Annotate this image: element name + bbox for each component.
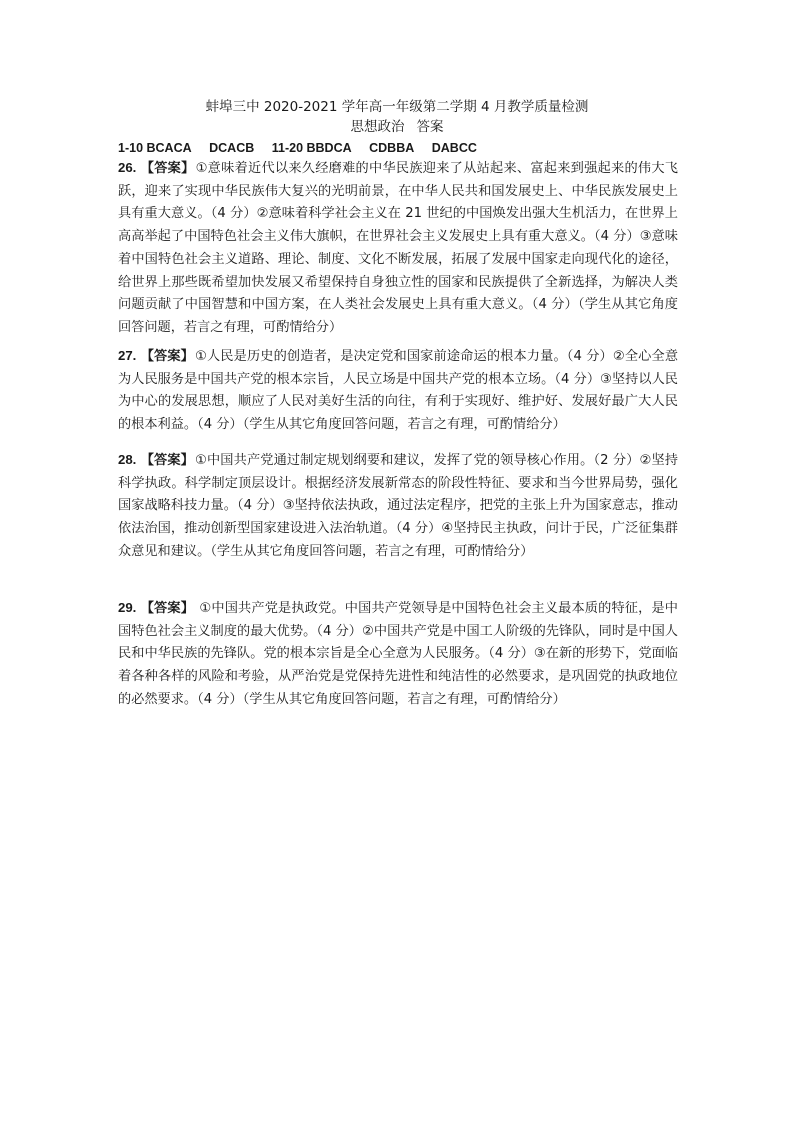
doc-type-label: 答案	[416, 119, 444, 135]
choice-answer-group: 1-10 BCACA	[118, 141, 192, 155]
choice-answer-group: DABCC	[431, 141, 477, 155]
answer-text: ①中国共产党通过制定规划纲要和建议，发挥了党的领导核心作用。（2 分）②坚持科学执政。科学制定顶层设计。根据经济发展新常态的阶段性特征、要求和当今世界局势，强化国家战略科技力量。（4 分）③坚持依法执政，通过法定程序，把党的主张上升为国家意志，推动依法治国，推动创新型国家建设进入法治轨道。（4 分）④坚持民主执政，问计于民，广泛征集群众意见和建议。（学生从其它角度回答问题，若言之有理，可酌情给分）	[118, 453, 679, 559]
choice-answer-group: CDBBA	[369, 141, 415, 155]
answer-tag: 【答案】	[140, 453, 194, 468]
choice-answer-group: DCACB	[209, 141, 255, 155]
question-26-answer	[118, 157, 678, 340]
choice-answer-line	[118, 138, 491, 158]
question-27-answer	[118, 345, 678, 437]
question-number: 27.	[118, 348, 137, 363]
question-29-answer	[118, 597, 678, 712]
answer-tag: 【答案】	[140, 349, 194, 364]
question-number: 29.	[118, 600, 137, 615]
answer-text: ①意味着近代以来久经磨难的中华民族迎来了从站起来、富起来到强起来的伟大飞跃，迎来了实现中华民族伟大复兴的光明前景，在中华人民共和国发展史上、中华民族发展史上具有重大意义。（4 分）②意味着科学社会主义在 21 世纪的中国焕发出强大生机活力，在世界上高高举起了中国特色社会主义伟大旗帜，在世界社会主义发展史上具有重大意义。（4 分）③意味着中国特色社会主义道路、理论、制度、文化不断发展，拓展了发展中国家走向现代化的途径，给世界上那些既希望加快发展又希望保持自身独立性的国家和民族提供了全新选择，为解决人类问题贡献了中国智慧和中国方案，在人类社会发展史上具有重大意义。（4 分）（学生从其它角度回答问题，若言之有理，可酌情给分）	[118, 161, 678, 335]
question-number: 26.	[118, 160, 137, 175]
document-subtitle	[0, 117, 794, 137]
choice-answer-group: 11-20 BBDCA	[271, 141, 352, 155]
answer-text: ①中国共产党是执政党。中国共产党领导是中国特色社会主义最本质的特征，是中国特色社会主义制度的最大优势。（4 分）②中国共产党是中国工人阶级的先锋队，同时是中国人民和中华民族的先锋队。党的根本宗旨是全心全意为人民服务。（4 分）③在新的形势下，党面临着各种各样的风险和考验，从严治党是党保持先进性和纯洁性的必然要求，是巩固党的执政地位的必然要求。（4 分）（学生从其它角度回答问题，若言之有理，可酌情给分）	[118, 601, 678, 707]
question-number: 28.	[118, 452, 137, 467]
answer-text: ①人民是历史的创造者，是决定党和国家前途命运的根本力量。（4 分）②全心全意为人民服务是中国共产党的根本宗旨，人民立场是中国共产党的根本立场。（4 分）③坚持以人民为中心的发展思想，顺应了人民对美好生活的向往，有利于实现好、维护好、发展好最广大人民的根本利益。（4 分）（学生从其它角度回答问题，若言之有理，可酌情给分）	[118, 349, 679, 433]
answer-tag: 【答案】	[140, 161, 195, 176]
question-28-answer	[118, 449, 678, 564]
subject-label: 思想政治	[350, 119, 405, 135]
answer-tag: 【答案】	[140, 601, 195, 616]
document-title: 蚌埠三中 2020-2021 学年高一年级第二学期 4 月教学质量检测	[205, 99, 589, 115]
